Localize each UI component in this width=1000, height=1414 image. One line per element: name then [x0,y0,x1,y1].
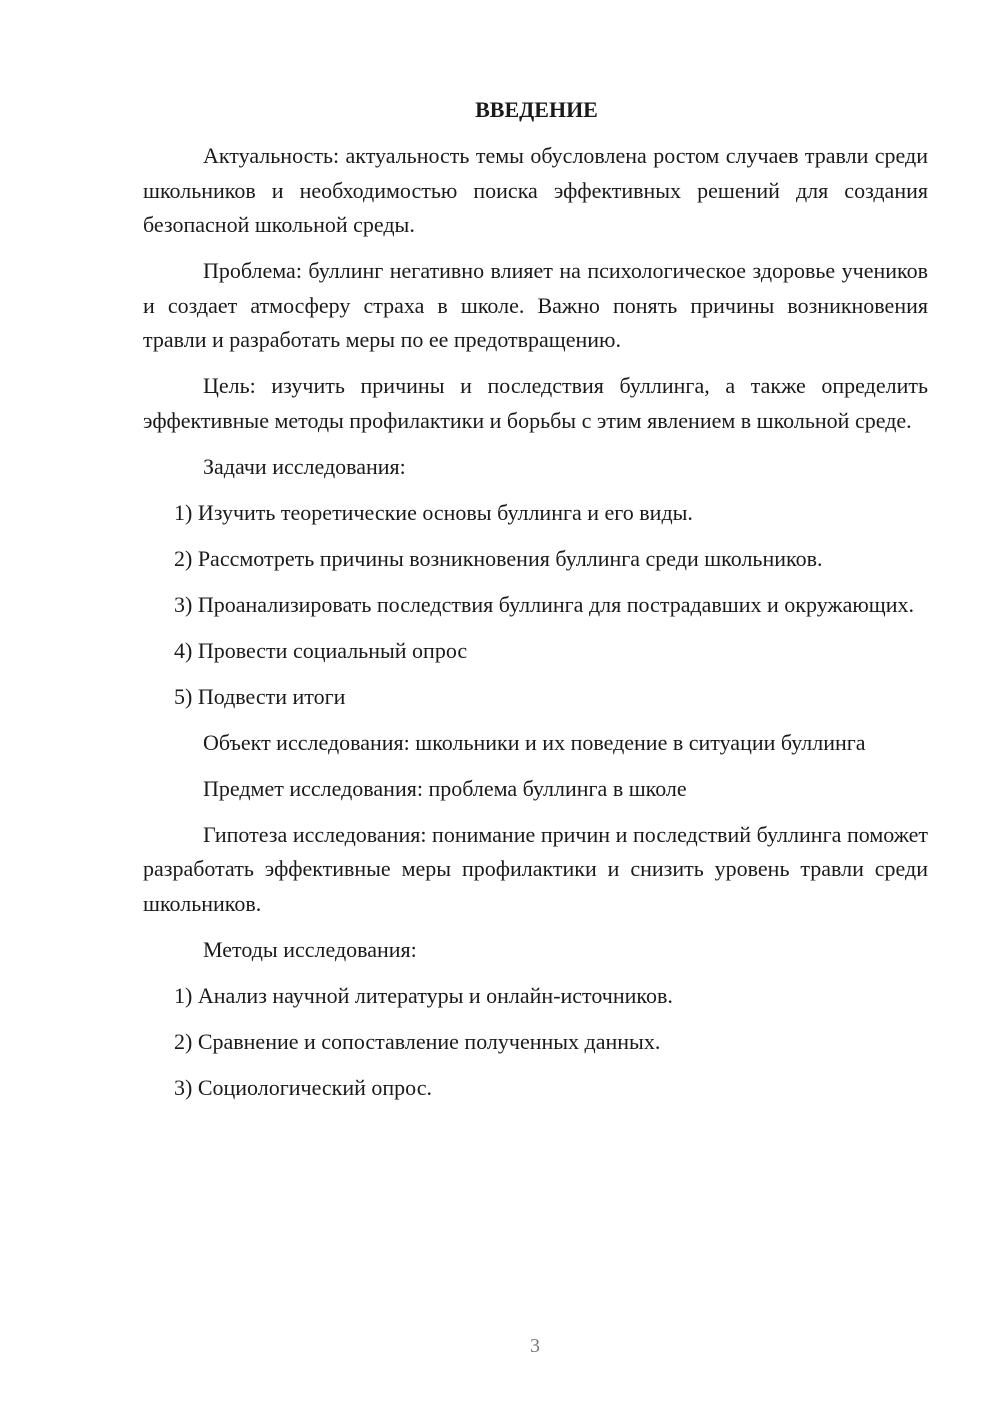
task-item: 4) Провести социальный опрос [174,637,468,663]
task-item: 1) Изучить теоретические основы буллинга и его виды. [174,499,693,525]
method-item: 3) Социологический опрос. [174,1074,432,1100]
problem-paragraph: Проблема: буллинг негативно влияет на психологическое здоровье учеников и создает атмосферу страха в школе. Важно понять причины возникновения травли и разработать меры по ее предотвращению. [143,258,928,352]
hypothesis-paragraph: Гипотеза исследования: понимание причин и последствий буллинга поможет разработать эффективные меры профилактики и снизить уровень травли среди школьников. [143,821,928,916]
method-item: 1) Анализ научной литературы и онлайн-источников. [174,982,673,1008]
methods-title: Методы исследования: [203,936,417,962]
page-number: 3 [530,1335,540,1357]
relevance-paragraph: Актуальность: актуальность темы обусловлена ростом случаев травли среди школьников и необходимостью поиска эффективных решений для создания безопасной школьной среды. [143,143,928,237]
document-page [143,93,928,1117]
task-item: 5) Подвести итоги [174,683,346,709]
method-item: 2) Сравнение и сопоставление полученных данных. [174,1028,661,1054]
subject-paragraph: Предмет исследования: проблема буллинга в школе [203,775,687,801]
section-heading: ВВЕДЕНИЕ [475,97,598,122]
object-paragraph: Объект исследования: школьники и их поведение в ситуации буллинга [203,729,866,755]
tasks-title: Задачи исследования: [203,453,406,479]
task-item: 3) Проанализировать последствия буллинга для пострадавших и окружающих. [174,591,915,617]
goal-paragraph: Цель: изучить причины и последствия буллинга, а также определить эффективные методы профилактики и борьбы с этим явлением в школьной среде. [143,373,928,433]
task-item: 2) Рассмотреть причины возникновения буллинга среди школьников. [174,545,823,571]
